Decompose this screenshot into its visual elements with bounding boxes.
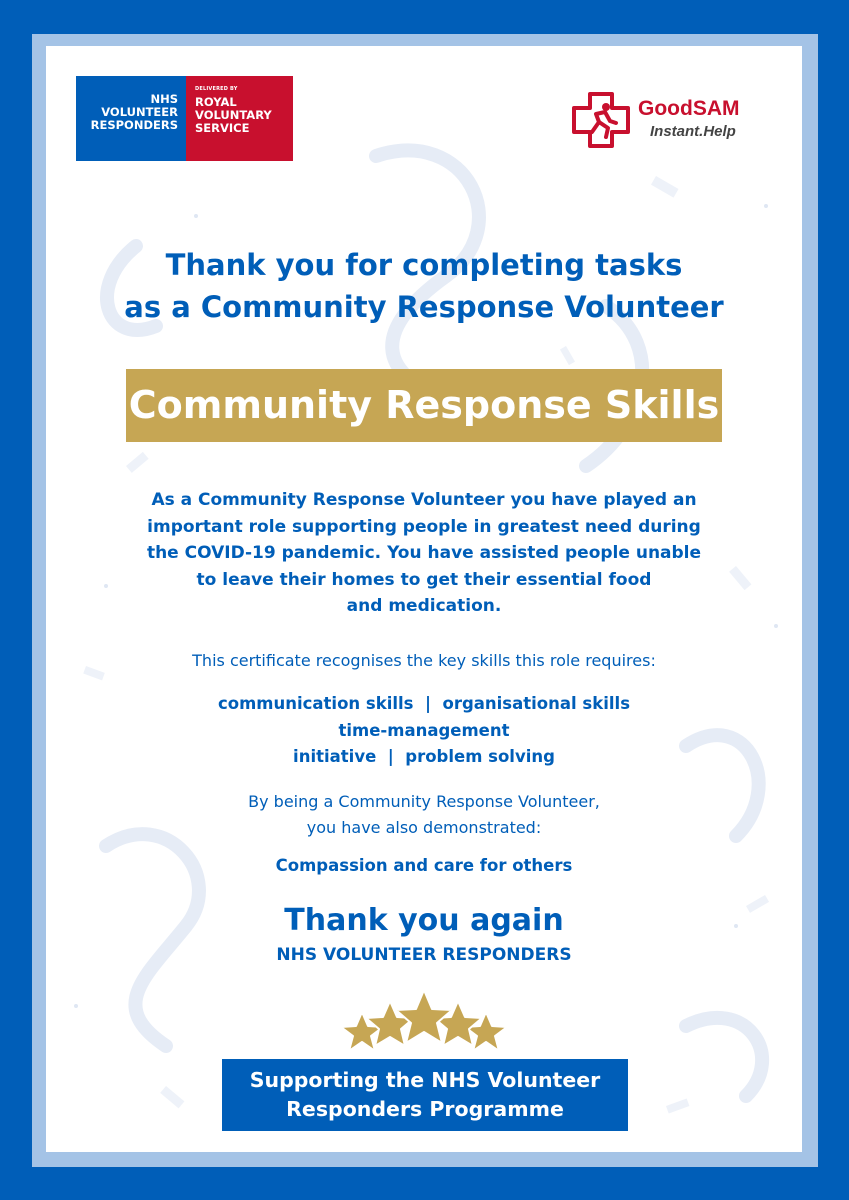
goodsam-tagline: Instant.Help: [650, 123, 736, 140]
nhs-logo-block: [76, 76, 186, 161]
headline-line: as a Community Response Volunteer: [124, 290, 724, 324]
skills-line: initiative | problem solving: [293, 747, 555, 766]
goodsam-name: GoodSAM: [638, 97, 740, 120]
intro-line: to leave their homes to get their essential food: [196, 569, 652, 590]
medical-cross-runner-icon: [570, 92, 632, 148]
headline-line: Thank you for completing tasks: [165, 248, 683, 282]
nhs-logo-line: NHS: [150, 92, 178, 106]
intro-line: and medication.: [346, 596, 502, 616]
recognises-statement: This certificate recognises the key skills this role requires:: [192, 651, 656, 670]
supporting-programme-text: [222, 1066, 628, 1124]
nhs-logo-line: RESPONDERS: [90, 118, 178, 132]
supporting-line: Responders Programme: [286, 1097, 564, 1121]
demonstrated-line: By being a Community Response Volunteer,: [248, 792, 600, 811]
rvs-delivered-by: DELIVERED BY: [195, 86, 238, 92]
star-icon: [396, 990, 452, 1043]
rvs-logo-line: VOLUNTARY: [195, 108, 272, 122]
intro-line: As a Community Response Volunteer you have played an: [151, 490, 697, 510]
skills-title-banner: Community Response Skills: [126, 369, 722, 442]
demonstrated-line: you have also demonstrated:: [306, 818, 542, 837]
intro-paragraph: [116, 487, 732, 620]
supporting-line: Supporting the NHS Volunteer: [249, 1068, 601, 1092]
intro-line: important role supporting people in greatest need during: [147, 516, 701, 537]
intro-line: the COVID-19 pandemic. You have assisted people unable: [146, 543, 702, 563]
rvs-logo-text: [195, 96, 293, 135]
skills-list: [46, 691, 802, 771]
nhs-logo-text: [76, 93, 178, 132]
nhs-rvs-logo: [76, 76, 293, 161]
skills-line: time-management: [338, 720, 510, 740]
certificate: [46, 46, 802, 1152]
compassion-statement: Compassion and care for others: [275, 856, 573, 875]
goodsam-logo: [570, 92, 760, 148]
certificate-headline: [46, 244, 802, 328]
demonstrated-statement: [46, 789, 802, 841]
skills-line: communication skills | organisational skills: [217, 694, 631, 713]
rvs-logo-line: SERVICE: [195, 121, 250, 135]
signoff-nhs-volunteer-responders: NHS VOLUNTEER RESPONDERS: [276, 945, 572, 965]
gold-stars: [334, 988, 514, 1060]
nhs-logo-line: VOLUNTEER: [101, 105, 178, 119]
rvs-logo-block: [186, 76, 293, 161]
rvs-logo-line: ROYAL: [195, 95, 237, 109]
thank-you-again: Thank you again: [284, 903, 564, 938]
supporting-programme-banner: [222, 1059, 628, 1131]
